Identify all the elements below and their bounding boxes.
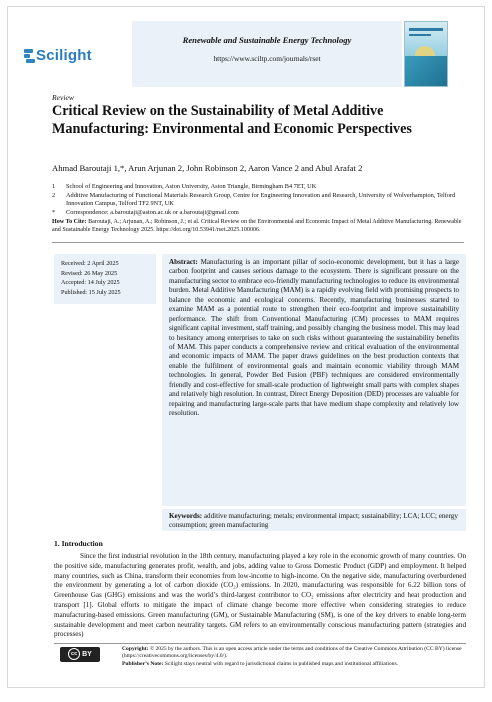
correspondence: * Correspondence: a.baroutaji@aston.ac.uk or a.baroutaji@gmail.com (52, 208, 239, 216)
publisher-note: Publisher’s Note: Scilight stays neutral with regard to jurisdictional claims in published maps and institutional affiliations. (122, 660, 399, 667)
abstract (162, 254, 466, 506)
journal-header (132, 21, 402, 87)
publisher-logo[interactable] (24, 47, 92, 64)
article-title: Critical Review on the Sustainability of Metal Additive Manufacturing: Environmental and Economic Perspectives (52, 103, 412, 137)
how-to-cite (52, 218, 464, 235)
affiliation-2: 2 Additive Manufacturing of Functional Materials Research Group, Centre for Engineering Innovation and Research, University of Wolverhampton, Telford Innovation Campus, Telford TF2 9NT, UK (52, 191, 456, 208)
published-date: Published: 15 July 2025 (61, 288, 121, 296)
abstract-text: Manufacturing is an important pillar of socio-economic development, but it has a large carbon footprint and causes serious damage to the ecosystem. There is significant pressure on the manufacturing sector to embrace eco-friendly manufacturing technologies to reduce its environmental burden. Metal Additive Manufacturing (MAM) is a rapidly evolving field with promising prospects to balance the economic and ecological concerns. Recently, manufacturing businesses started to examine MAM as a potential route to strengthen their eco-footprint and improve sustainability performance. The shift from Conventional Manufacturing (CM) processes to MAM requires significant capital investment, staff training, and possibly changing the business model. This may lead to hesitancy among enterprises to take on such risks without guaranteeing the sustainability benefits of MAM. This paper conducts a comprehensive review and critical evaluation of the environmental and economic impacts of MAM. The paper draws guidelines on the best production contexts that enable the fulfilment of environmental goals and maintain economic viability through MAM technologies. In general, Powder Bed Fusion (PBF) techniques are considered environmentally friendly and cost-effective for small-scale production of lightweight small parts with complex shapes and relatively high resolution. In contrast, Direct Energy Deposition (DED) processes are valuable for repairing and manufacturing large-scale parts that have medium shape complexity and relatively low resolution. (169, 258, 459, 417)
introduction-paragraph: Since the first industrial revolution in the 18th century, manufacturing played a key role in the economic growth of many countries. On the positive side, manufacturing generates profit, wealth, and jobs, adding value to Gross Domestic Product (GDP) and employment. It helped many countries, such as China, transform their economies from low-income to high-income. On the negative side, manufacturing overburdened the environment by generating a lot of carbon dioxide (CO₂) emissions. In 2020, manufacturing was responsible for 6.22 billion tons of Greenhouse Gas (GHG) emissions and was the world’s third-largest contributor to CO₂ emissions after electricity and heat production and transport [1]. Global efforts to mitigate the impact of climate change become more effective when considering strategies to reduce manufacturing-based emissions. Green manufacturing (GM), or Sustainable Manufacturing (SM), is one of the key drivers to enable long-term sustainable development and meet carbon neutrality targets. GM refers to an environmentally conscious manufacturing pattern (strategies and processes) (54, 552, 466, 639)
journal-title: Renewable and Sustainable Energy Technology (182, 35, 352, 45)
logo-text: Scilight (36, 47, 92, 64)
cc-icon: cc (68, 648, 80, 660)
paper-page (7, 6, 485, 688)
keywords-label: Keywords: (169, 512, 203, 520)
received-date: Received: 2 April 2025 (61, 260, 119, 267)
cc-by-license-badge[interactable]: cc BY (60, 647, 100, 662)
license-notice (122, 646, 462, 668)
article-type: Review (52, 93, 74, 102)
journal-url-link[interactable]: https://www.sciltp.com/journals/rset (213, 54, 321, 63)
article-dates (54, 254, 156, 304)
keywords-text: additive manufacturing; metals; environmental impact; sustainability; LCA; LCC; energy consumption; green manufacturing (169, 512, 458, 530)
scilight-logo-icon (24, 48, 34, 64)
affiliation-1: 1 School of Engineering and Innovation, Aston University, Aston Triangle, Birmingham B4 7ET, UK (52, 183, 317, 190)
keywords (162, 509, 466, 531)
revised-date: Revised: 26 May 2025 (61, 269, 118, 277)
cite-label: How To Cite: (52, 219, 87, 225)
affiliations (52, 183, 462, 217)
abstract-label: Abstract: (169, 258, 198, 266)
section-heading-introduction: 1. Introduction (54, 539, 103, 548)
journal-cover-image (404, 21, 448, 87)
footer-divider (54, 643, 466, 644)
accepted-date: Accepted: 14 July 2025 (61, 279, 120, 287)
header-divider (52, 242, 464, 243)
cite-text: Baroutaji, A.; Arjunan, A.; Robinson, J.; et al. Critical Review on the Environmental and Economic Impact of Metal Additive Manufacturing. Renewable and Sustainable Energy Technology 2025. https://doi.org/10.53941/rset.2025.100006. (52, 219, 462, 234)
author-list: Ahmad Baroutaji 1,*, Arun Arjunan 2, John Robinson 2, Aaron Vance 2 and Abul Arafat 2 (52, 163, 363, 173)
copyright-notice: Copyright: © 2025 by the authors. This is an open access article under the terms and conditions of the Creative Commons Attribution (CC BY) license (https://creativecommons.org/licenses/by/4.0/). (122, 646, 462, 660)
